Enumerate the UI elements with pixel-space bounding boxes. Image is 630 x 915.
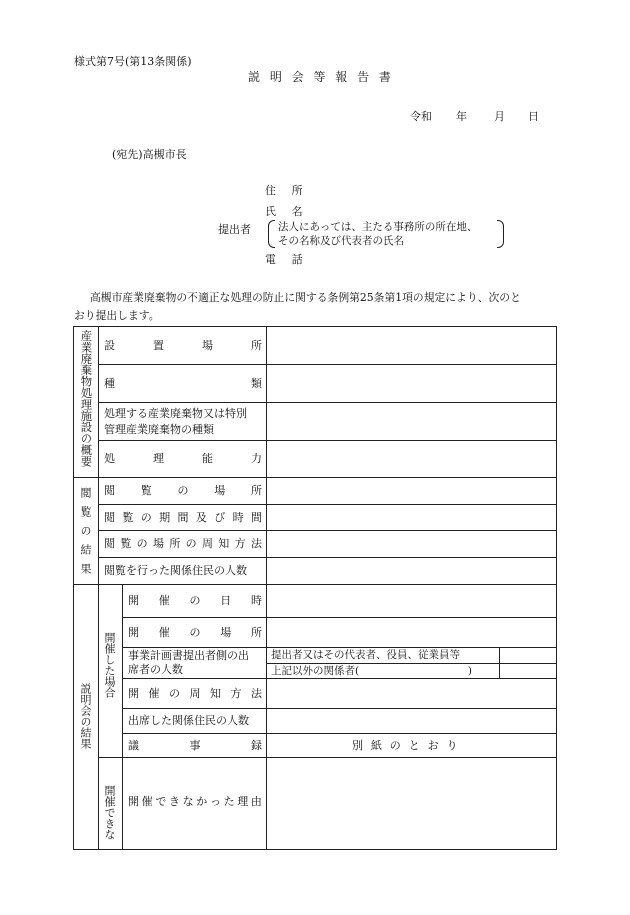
document-title: 説 明 会 等 報 告 書 bbox=[248, 70, 394, 84]
row-label-meeting-datetime: 開 催 の 日 時 bbox=[128, 594, 262, 608]
address-label: 住 所 bbox=[265, 184, 309, 197]
waste-type-line1: 処理する産業廃棄物又は特別 bbox=[104, 407, 247, 421]
attendees-line1: 事業計画書提出者側の出 bbox=[128, 648, 249, 662]
attendees-line2: 席者の人数 bbox=[128, 663, 183, 676]
row-label-attendees bbox=[128, 648, 266, 678]
divider bbox=[98, 757, 556, 758]
attendees-others-label: 上記以外の関係者( bbox=[271, 664, 360, 677]
inspection-section-header: 閲覧の結果 bbox=[79, 487, 92, 582]
submitter-label: 提出者 bbox=[218, 223, 251, 236]
meeting-section-header: 説明会の結果 bbox=[79, 683, 92, 749]
name-label: 氏 名 bbox=[265, 205, 309, 218]
attendees-submitter-side: 提出者又はその代表者、役員、従業員等 bbox=[271, 649, 460, 662]
row-label-inspection-period: 閲 覧 の 期 間 及 び 時 間 bbox=[104, 510, 262, 524]
addressee: (宛先)高槻市長 bbox=[112, 148, 187, 161]
row-label-not-held-reason: 開 催 で き な か っ た 理 由 bbox=[128, 795, 262, 809]
row-label-meeting-place: 開 催 の 場 所 bbox=[128, 625, 262, 639]
date-era: 令和 bbox=[410, 110, 432, 123]
row-label-type: 種 類 bbox=[104, 376, 262, 390]
date-month: 月 bbox=[494, 110, 505, 123]
date-year: 年 bbox=[456, 110, 467, 123]
divider bbox=[122, 584, 123, 849]
row-label-attending-residents: 出席した関係住民の人数 bbox=[128, 714, 249, 728]
row-label-inspection-notice: 閲 覧 の 場 所 の 周 知 方 法 bbox=[104, 537, 262, 551]
form-number: 様式第7号(第13条関係) bbox=[74, 55, 192, 68]
attendees-others bbox=[271, 664, 496, 678]
row-label-inspection-residents: 閲覧を行った関係住民の人数 bbox=[104, 564, 247, 578]
divider bbox=[98, 327, 99, 849]
row-label-minutes: 議 事 録 bbox=[128, 738, 262, 752]
intro-line1: 高槻市産業廃棄物の不適正な処理の防止に関する条例第25条第1項の規定により、次のと bbox=[90, 291, 521, 304]
not-held-subsection-header: 開催できな bbox=[103, 785, 116, 840]
date-day: 日 bbox=[528, 110, 539, 123]
corporation-note-line1: 法人にあっては、主たる事務所の所在地、 bbox=[278, 221, 478, 233]
minutes-value: 別 紙 の と お り bbox=[352, 738, 460, 752]
row-label-capacity: 処 理 能 力 bbox=[104, 452, 262, 466]
attendees-others-close: ) bbox=[467, 664, 472, 677]
corporation-note-line2: その名称及び代表者の氏名 bbox=[278, 235, 404, 247]
row-label-waste-type bbox=[104, 403, 266, 440]
phone-label: 電 話 bbox=[265, 253, 309, 266]
row-label-installation-place: 設 置 場 所 bbox=[104, 338, 262, 352]
row-label-inspection-place: 閲 覧 の 場 所 bbox=[104, 484, 262, 498]
left-brace bbox=[268, 220, 275, 248]
waste-type-line2: 管理産業廃棄物の種類 bbox=[104, 422, 214, 436]
row-label-meeting-notice: 開 催 の 周 知 方 法 bbox=[128, 686, 262, 700]
divider bbox=[266, 327, 267, 849]
report-table bbox=[73, 326, 557, 850]
facility-section-header: 産業廃棄物処理施設の概要 bbox=[79, 330, 94, 467]
held-subsection-header: 開催した場合 bbox=[103, 632, 116, 698]
right-brace bbox=[497, 220, 504, 248]
intro-line2: おり提出します。 bbox=[74, 309, 160, 322]
